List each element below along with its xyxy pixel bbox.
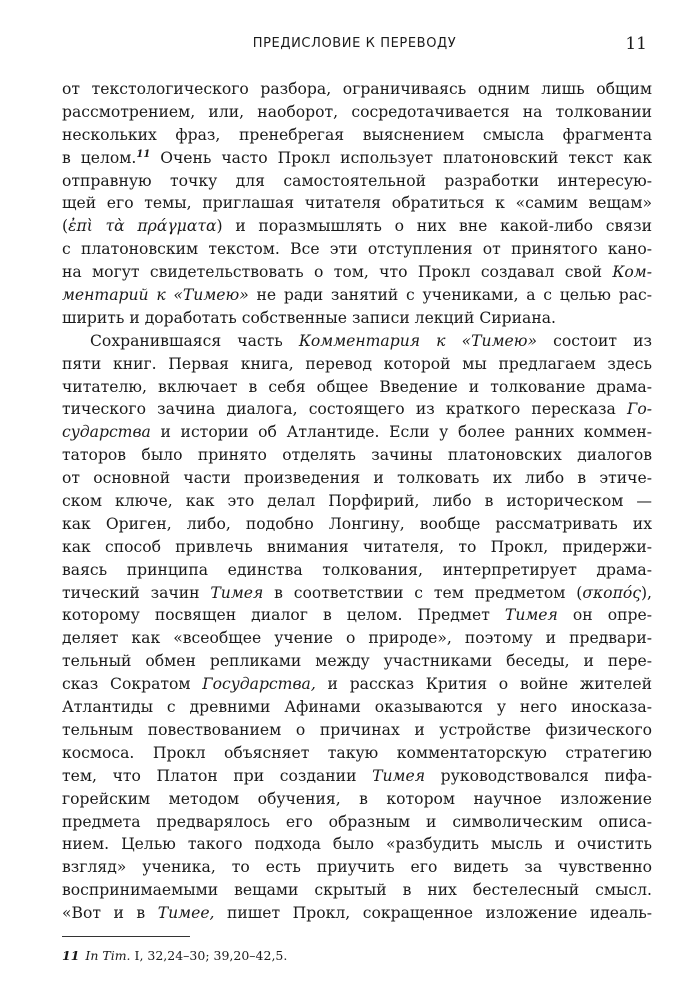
text-span: сказ Сократом (62, 675, 203, 694)
italic-title: Тимея (504, 606, 558, 625)
footnote-reference: I, 32,24–30; 39,20–42,5. (130, 948, 288, 963)
text-line: тельный обмен репликами между участниками беседы, и пере- (62, 652, 652, 671)
page-number: 11 (625, 34, 647, 54)
text-span: «Вот и в (62, 904, 158, 923)
italic-title: Ком- (612, 263, 652, 282)
text-line (62, 261, 652, 284)
text-line: воспринимаемыми вещами скрытый в них бестелесный смысл. (62, 881, 652, 900)
text-line: как Ориген, либо, подобно Лонгину, вообще рассматривать их (62, 514, 652, 533)
text-line (62, 582, 652, 605)
text-line: деляет как «всеобщее учение о природе», поэтому и предвари- (62, 629, 652, 648)
text-span: тического зачина диалога, состоящего из краткого пересказа (62, 400, 628, 419)
text-span: в целом. (62, 148, 137, 167)
italic-title: Государства, (202, 675, 316, 694)
text-span: состоит из (537, 331, 653, 350)
text-line: как способ привлечь внимания читателя, то Прокл, придержи- (62, 537, 652, 556)
text-line: рассмотрением, или, наоборот, сосредотачивается на толковании (62, 102, 652, 121)
text-line: таторов было принято отделять зачины платоновских диалогов (62, 446, 652, 465)
text-span: тем, что Платон при создании (62, 766, 373, 785)
body-text (62, 78, 652, 925)
text-span: ( (62, 217, 69, 236)
text-line (62, 147, 652, 170)
text-span: и рассказ Крития о войне жителей (315, 675, 652, 694)
text-line (62, 215, 652, 238)
text-span: не ради занятий с учениками, а с целью рас- (248, 286, 653, 305)
text-line: щей его темы, приглашая читателя обратиться к «самим вещам» (62, 194, 652, 213)
text-line: нием. Целью такого подхода было «разбудить мысль и очистить (62, 835, 652, 854)
text-span: тический зачин (62, 583, 211, 602)
text-line (62, 284, 652, 307)
greek-word: σκοπός (582, 583, 641, 602)
italic-title: Тимее, (157, 904, 215, 923)
text-span: и истории об Атлантиде. Если у более ранних коммен- (150, 423, 652, 442)
italic-title: Тимея (372, 766, 426, 785)
text-line: нескольких фраз, пренебрегая выяснением смысла фрагмента (62, 125, 652, 144)
text-line (62, 421, 652, 444)
text-span: он опре- (557, 606, 652, 625)
text-line: взгляд» ученика, то есть приучить его видеть за чувственно (62, 858, 652, 877)
text-line: с платоновским текстом. Все эти отступления от принятого кано- (62, 240, 652, 259)
footnote-number: 11 (62, 948, 80, 963)
text-line: горейским методом обучения, в котором научное изложение (62, 789, 652, 808)
text-line: читателю, включает в себя общее Введение и толкование драма- (62, 377, 652, 396)
text-line: Атлантиды с древними Афинами оказываются у него иносказа- (62, 698, 652, 717)
text-line (62, 330, 652, 353)
text-line (62, 604, 652, 627)
footnote-source: In Tim. (85, 948, 131, 963)
italic-title: Го- (627, 400, 652, 419)
greek-phrase: ἐπὶ τὰ πράγματα (68, 217, 217, 236)
text-line: ваясь принципа единства толкования, интерпретирует драма- (62, 560, 652, 579)
text-line: ском ключе, как это делал Порфирий, либо в историческом — (62, 492, 652, 511)
text-span: пишет Прокл, сокращенное изложение идеаль- (214, 904, 653, 923)
text-line (62, 673, 652, 696)
text-span: которому посвящен диалог в целом. Предмет (62, 606, 505, 625)
italic-title: Тимея (210, 583, 264, 602)
text-span: руководствовался пифа- (425, 766, 652, 785)
italic-title: Комментария к «Тимею» (298, 331, 538, 350)
footnote-marker[interactable]: 11 (136, 148, 151, 160)
text-span: ) и поразмышлять о них вне какой-либо связи (216, 217, 653, 236)
running-title: ПРЕДИСЛОВИЕ К ПЕРЕВОДУ (252, 36, 457, 51)
text-line: от основной части произведения и толковать их либо в этиче- (62, 469, 652, 488)
italic-title: сударства (62, 423, 151, 442)
text-line: ширить и доработать собственные записи лекций Сириана. (62, 308, 556, 327)
text-line (62, 902, 652, 925)
text-span: Сохранившаяся часть (90, 331, 299, 350)
text-span: Очень часто Прокл использует платоновский текст как (150, 148, 652, 167)
italic-title: ментарий к «Тимею» (62, 286, 249, 305)
text-span: на могут свидетельствовать о том, что Прокл создавал свой (62, 263, 613, 282)
running-head (62, 34, 647, 58)
text-line: предмета предварялось его образным и символическим описа- (62, 812, 652, 831)
text-line: от текстологического разбора, ограничиваясь одним лишь общим (62, 80, 652, 98)
text-line: космоса. Прокл объясняет такую комментаторскую стратегию (62, 743, 652, 762)
text-line: пяти книг. Первая книга, перевод которой мы предлагаем здесь (62, 354, 652, 373)
text-span: в соответствии с тем предметом ( (263, 583, 583, 602)
text-line: тельным повествованием о причинах и устройстве физического (62, 720, 652, 739)
text-line: отправную точку для самостоятельной разработки интересую- (62, 171, 652, 190)
footnote (62, 948, 652, 964)
text-span: ), (640, 583, 652, 602)
footnote-divider (62, 936, 190, 937)
text-line (62, 765, 652, 788)
text-line (62, 398, 652, 421)
